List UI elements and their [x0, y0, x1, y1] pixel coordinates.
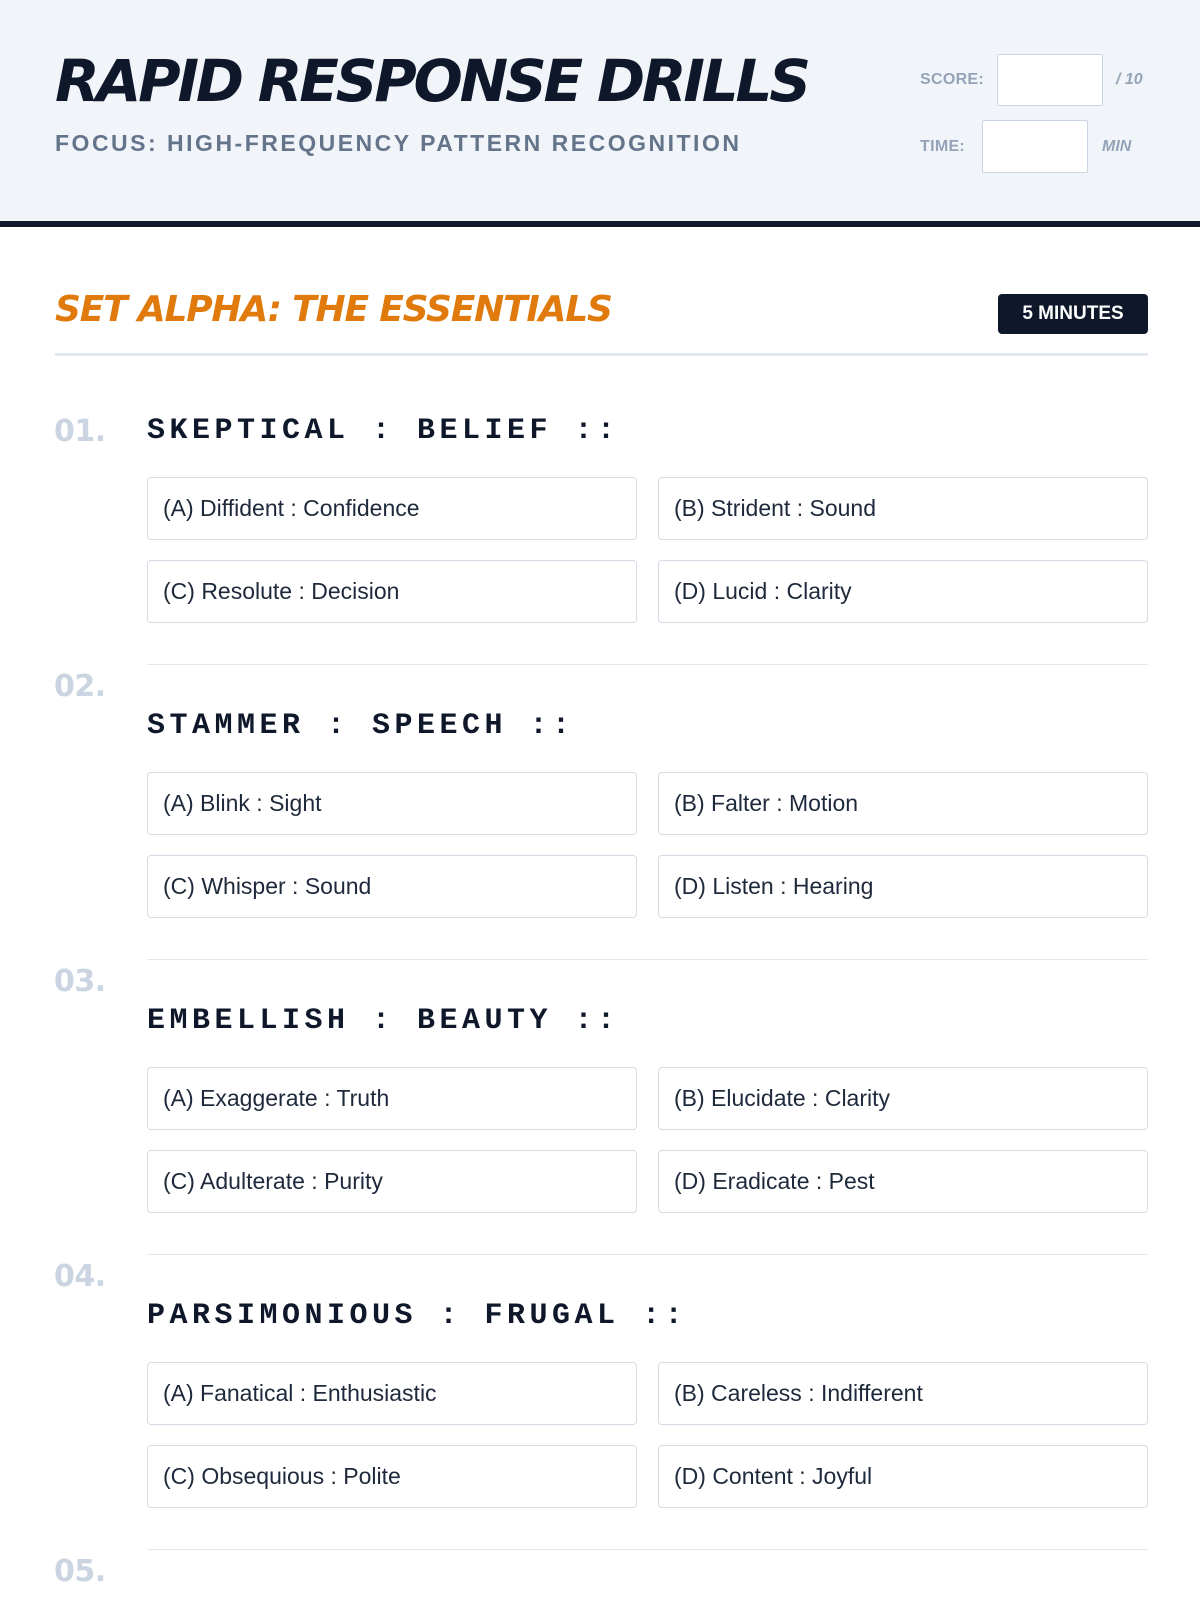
question-number: 04. — [54, 1259, 106, 1294]
answer-option[interactable]: (D) Eradicate : Pest — [658, 1150, 1148, 1213]
answer-option[interactable]: (C) Whisper : Sound — [147, 855, 637, 918]
page-subtitle: FOCUS: HIGH-FREQUENCY PATTERN RECOGNITION — [55, 130, 742, 156]
answer-option[interactable]: (C) Obsequious : Polite — [147, 1445, 637, 1508]
answer-option[interactable]: (D) Content : Joyful — [658, 1445, 1148, 1508]
score-unit: / 10 — [1116, 71, 1143, 88]
score-input[interactable] — [997, 54, 1103, 106]
time-unit: MIN — [1102, 138, 1132, 155]
question-stem: STAMMER : SPEECH :: — [147, 709, 575, 743]
answer-option[interactable]: (B) Elucidate : Clarity — [658, 1067, 1148, 1130]
answer-option[interactable]: (B) Falter : Motion — [658, 772, 1148, 835]
question-number: 03. — [54, 964, 106, 999]
question-divider — [147, 959, 1148, 960]
page-header — [0, 0, 1200, 227]
score-label: SCORE: — [920, 71, 985, 88]
answer-option[interactable]: (A) Exaggerate : Truth — [147, 1067, 637, 1130]
page-title: RAPID RESPONSE DRILLS — [55, 47, 808, 115]
question-number: 02. — [54, 669, 106, 704]
answer-option[interactable]: (A) Fanatical : Enthusiastic — [147, 1362, 637, 1425]
set-divider — [55, 353, 1148, 356]
time-label: TIME: — [920, 138, 966, 155]
answer-option[interactable]: (C) Adulterate : Purity — [147, 1150, 637, 1213]
question-divider — [147, 1254, 1148, 1255]
answer-option[interactable]: (D) Lucid : Clarity — [658, 560, 1148, 623]
question-stem: PARSIMONIOUS : FRUGAL :: — [147, 1299, 688, 1333]
question-divider — [147, 1549, 1148, 1550]
question-number: 01. — [54, 414, 106, 449]
answer-option[interactable]: (D) Listen : Hearing — [658, 855, 1148, 918]
set-title: SET ALPHA: THE ESSENTIALS — [55, 289, 612, 330]
question-number: 05. — [54, 1554, 106, 1589]
answer-option[interactable]: (C) Resolute : Decision — [147, 560, 637, 623]
duration-badge: 5 MINUTES — [998, 294, 1148, 334]
answer-option[interactable]: (B) Careless : Indifferent — [658, 1362, 1148, 1425]
question-stem: EMBELLISH : BEAUTY :: — [147, 1004, 620, 1038]
question-stem: SKEPTICAL : BELIEF :: — [147, 414, 620, 448]
answer-option[interactable]: (A) Diffident : Confidence — [147, 477, 637, 540]
answer-option[interactable]: (B) Strident : Sound — [658, 477, 1148, 540]
time-input[interactable] — [982, 120, 1088, 173]
question-divider — [147, 664, 1148, 665]
answer-option[interactable]: (A) Blink : Sight — [147, 772, 637, 835]
